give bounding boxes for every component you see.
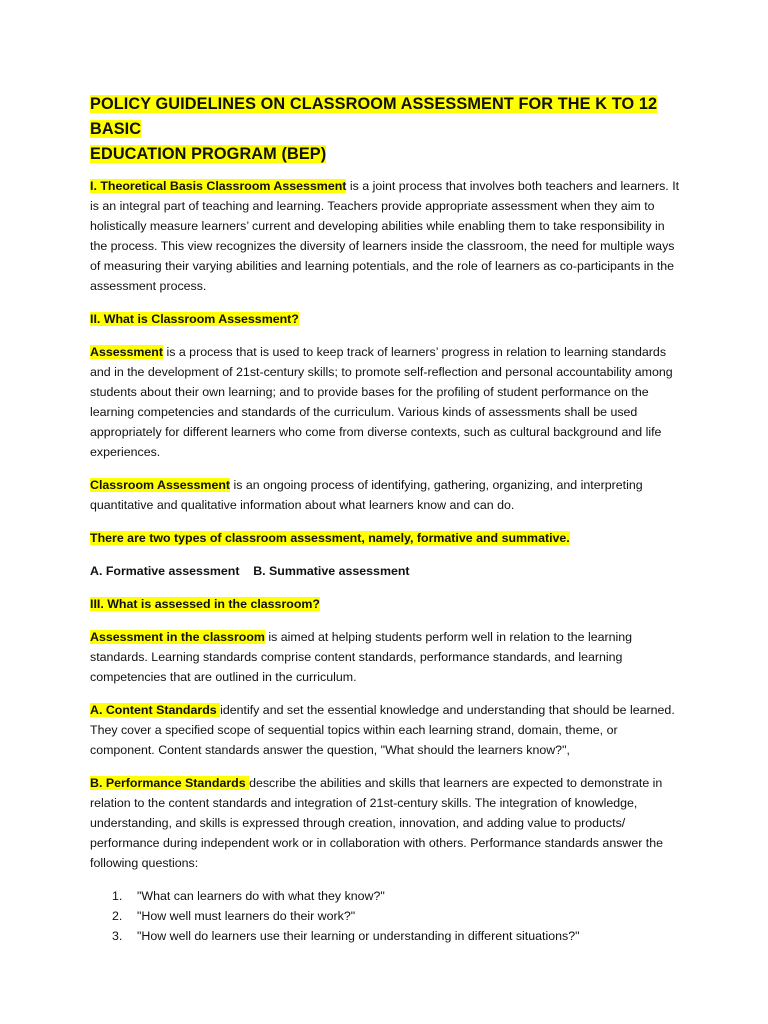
types-list — [90, 561, 680, 581]
section-2-heading: II. What is Classroom Assessment? — [90, 312, 299, 326]
section-1-text: is a joint process that involves both teachers and learners. It is an integral part of teaching and learning. Teachers provide appropriate assessment when they aim to holistically measure learners’ current and developing abilities while enabling them to take responsibility in the process. This view recognizes the diversity of learners inside the classroom, the need for multiple ways of measuring their varying abilities and learning potentials, and the role of learners as co-participants in the assessment process. — [90, 179, 680, 293]
questions-list — [90, 886, 680, 946]
in-classroom-paragraph — [90, 627, 680, 687]
list-item-text: "How well must learners do their work?" — [137, 909, 356, 923]
content-standards-term: A. Content Standards — [90, 703, 221, 717]
list-item-number: 3. — [112, 929, 123, 943]
list-item-number: 1. — [112, 889, 123, 903]
assessment-term: Assessment — [90, 345, 164, 359]
title-line-1: POLICY GUIDELINES ON CLASSROOM ASSESSMENT FOR THE K TO 12 BASIC — [90, 95, 658, 138]
list-item-text: "What can learners do with what they know?" — [137, 889, 385, 903]
section-3-heading-paragraph — [90, 594, 680, 614]
section-1-heading: I. Theoretical Basis Classroom Assessment — [90, 179, 347, 193]
section-3-heading: III. What is assessed in the classroom? — [90, 597, 320, 611]
list-item — [90, 906, 680, 926]
two-types-text: There are two types of classroom assessment, namely, formative and summative. — [90, 531, 570, 545]
classroom-assessment-text: is an ongoing process of identifying, gathering, organizing, and interpreting quantitative and qualitative information about what learners know and can do. — [90, 478, 643, 512]
list-item — [90, 886, 680, 906]
section-1-paragraph — [90, 176, 680, 296]
list-item-text: "How well do learners use their learning or understanding in different situations?" — [137, 929, 580, 943]
performance-standards-term: B. Performance Standards — [90, 776, 250, 790]
content-standards-paragraph — [90, 700, 680, 760]
list-item — [90, 926, 680, 946]
document-page — [90, 92, 680, 946]
in-classroom-text: is aimed at helping students perform well in relation to the learning standards. Learning standards comprise content standards, performance standards, and learning competencies that are outlined in the curriculum. — [90, 630, 633, 684]
section-2-heading-paragraph — [90, 309, 680, 329]
types-list-text: A. Formative assessment B. Summative assessment — [90, 564, 410, 578]
list-item-number: 2. — [112, 909, 123, 923]
two-types-paragraph — [90, 528, 680, 548]
classroom-assessment-term: Classroom Assessment — [90, 478, 231, 492]
in-classroom-term: Assessment in the classroom — [90, 630, 265, 644]
classroom-assessment-paragraph — [90, 475, 680, 515]
content-standards-text: identify and set the essential knowledge and understanding that should be learned. They cover a specified scope of sequential topics within each learning strand, domain, theme, or component. Content standards answer the question, "What should the learners know?", — [90, 703, 675, 757]
performance-standards-paragraph — [90, 773, 680, 873]
title-line-2: EDUCATION PROGRAM (BEP) — [90, 145, 327, 163]
assessment-text: is a process that is used to keep track of learners’ progress in relation to learning standards and in the development of 21st-century skills; to promote self-reflection and personal accountability among students about their own learning; and to provide bases for the profiling of student performance on the learning competencies and standards of the curriculum. Various kinds of assessments shall be used appropriately for different learners who come from diverse contexts, such as cultural background and life experiences. — [90, 345, 673, 459]
document-title — [90, 92, 680, 167]
assessment-paragraph — [90, 342, 680, 462]
performance-standards-text: describe the abilities and skills that learners are expected to demonstrate in relation to the content standards and integration of 21st-century skills. The integration of knowledge, understanding, and skills is expressed through creation, innovation, and adding value to products/ performance during independent work or in collaboration with others. Performance standards answer the following questions: — [90, 776, 664, 870]
